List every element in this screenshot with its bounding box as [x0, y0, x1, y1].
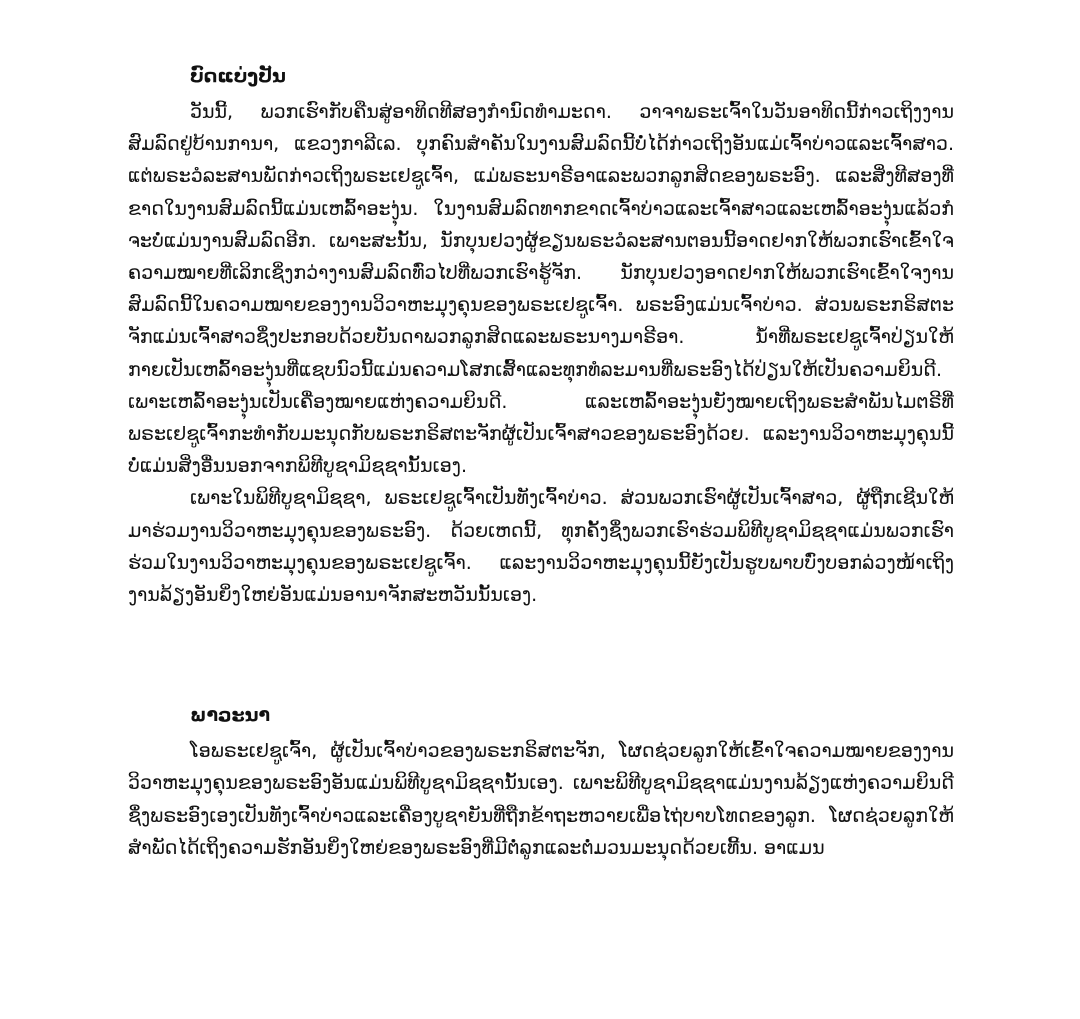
section-heading-reflection: ບົດແບ່ງປັນ — [190, 65, 286, 87]
prayer-paragraph: ໂອພຣະເຢຊູເຈົ້າ, ຜູ້ເປັນເຈົ້າບ່າວຂອງພຣະກຣິສຕະຈັກ, ໂຜດຊ່ວຍລູກໃຫ້ເຂົ້າໃຈຄວາມໝາຍຂອງງານວິວາຫະມຸງຄຸນຂອງພຣະອົງອັນແມ່ນພິທີບູຊາມິຊຊານັ້ນເອງ. ເພາະພິທີບູຊາມິຊຊາແມ່ນງານລ້ຽງແຫ່ງຄວາມຍິນດີຊຶ່ງພຣະອົງເອງເປັນທັງເຈົ້າບ່າວແລະເຄື່ອງບູຊາຍັນທີ່ຖືກຂ້າຖະຫວາຍເພື່ອໄຖ່ບາບໂທດຂອງລູກ. ໂຜດຊ່ວຍລູກໃຫ້ສໍາພັດໄດ້ເຖິງຄວາມຮັກອັນຍິ່ງໃຫຍ່ຂອງພຣະອົງທີ່ມີຕໍ່ລູກແລະຕໍ່ມວນມະນຸດດ້ວຍເທີ້ນ. ອາແມນ — [128, 740, 954, 859]
body-paragraph: ວັນນີ້, ພວກເຮົາກັບຄືນສູ່ອາທິດທີສອງກໍານົດທໍາມະດາ. ວາຈາພຣະເຈົ້າໃນວັນອາທິດນີ້ກ່າວເຖິງງານສົມລົດຢູ່ບ້ານການາ, ແຂວງກາລີເລ. ບຸກຄົນສໍາຄັນໃນງານສົມລົດນີ້ບໍ່ໄດ້ກ່າວເຖິງອັນແມ່ເຈົ້າບ່າວແລະເຈົ້າສາວ. ແຕ່ພຣະວໍລະສານພັດກ່າວເຖິງພຣະເຢຊູເຈົ້າ, ແມ່ພຣະນາຣີອາແລະພວກລູກສິດຂອງພຣະອົງ. ແລະສິ່ງທີສອງທີ່ຂາດໃນງານສົມລົດນີ້ແມ່ນເຫລົ້າອະງຸ່ນ. ໃນງານສົມລົດທາກຂາດເຈົ້າບ່າວແລະເຈົ້າສາວແລະເຫລົ້າອະງຸ່ນແລ້ວກໍຈະບໍ່ແມ່ນງານສົມລົດອີກ. ເພາະສະນັ້ນ, ນັກບຸນຢວງຜູ້ຂຽນພຣະວໍລະສານຕອນນີ້ອາດຢາກໃຫ້ພວກເຮົາເຂົ້າໃຈຄວາມໝາຍທີ່ເລິກເຊິ່ງກວ່າງານສົມລົດທົ່ວໄປທີ່ພວກເຮົາຮູ້ຈັກ. ນັກບຸນຢວງອາດຢາກໃຫ້ພວກເຮົາເຂົ້າໃຈງານສົມລົດນີ້ໃນຄວາມໝາຍຂອງງານວິວາຫະມຸງຄຸນຂອງພຣະເຢຊູເຈົ້າ. ພຣະອົງແມ່ນເຈົ້າບ່າວ. ສ່ວນພຣະກຣິສຕະຈັກແມ່ນເຈົ້າສາວຊຶ່ງປະກອບດ້ວຍບັນດາພວກລູກສິດແລະພຣະນາງມາຣີອາ. ນໍ້າທີ່ພຣະເຢຊູເຈົ້າປ່ຽນໃຫ້ກາຍເປັນເຫລົ້າອະງຸ່ນທີ່ແຊບນົວນີ້ແມ່ນຄວາມໂສກເສົ້າແລະທຸກທໍລະມານທີ່ພຣະອົງໄດ້ປ່ຽນໃຫ້ເປັນຄວາມຍິນດີ. ເພາະເຫລົ້າອະງຸ່ນເປັນເຄື່ອງໝາຍແຫ່ງຄວາມຍິນດີ. ແລະເຫລົ້າອະງຸ່ນຍັງໝາຍເຖິງພຣະສໍາພັນໄມຕຣີທີ່ພຣະເຢຊູເຈົ້າກະທໍາກັບມະນຸດກັບພຣະກຣິສຕະຈັກຜູ້ເປັນເຈົ້າສາວຂອງພຣະອົງດ້ວຍ. ແລະງານວິວາຫະມຸງຄຸນນີ້ບໍ່ແມ່ນສິ່ງອື່ນນອກຈາກພິທີບູຊາມິຊຊານັ້ນເອງ. — [128, 101, 954, 478]
document-page — [128, 60, 954, 864]
body-paragraph: ເພາະໃນພິທີບູຊາມິຊຊາ, ພຣະເຢຊູເຈົ້າເປັນທັງເຈົ້າບ່າວ. ສ່ວນພວກເຮົາຜູ້ເປັນເຈົ້າສາວ, ຜູ້ຖືກເຊີນໃຫ້ມາຮ່ວມງານວິວາຫະມຸງຄຸນຂອງພຣະອົງ. ດ້ວຍເຫດນີ້, ທຸກຄັ້ງຊຶ່ງພວກເຮົາຮ່ວມພິທີບູຊາມິຊຊາແມ່ນພວກເຮົາຮ່ວມໃນງານວິວາຫະມຸງຄຸນຂອງພຣະເຢຊູເຈົ້າ. ແລະງານວິວາຫະມຸງຄຸນນີ້ຍັງເປັນຮູບພາບບົ່ງບອກລ່ວງໜ້າເຖິງງານລ້ຽງອັນຍິ່ງໃຫຍ່ອັນແມ່ນອານາຈັກສະຫວັນນັ້ນເອງ. — [128, 487, 954, 607]
section-spacer — [128, 611, 954, 699]
section-heading-prayer: ພາວະນາ — [190, 704, 271, 727]
